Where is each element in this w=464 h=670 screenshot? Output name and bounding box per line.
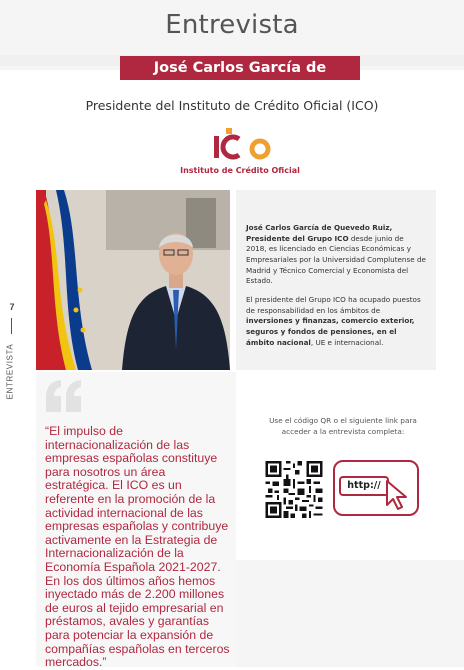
bio-paragraph-2-end: , UE e internacional. [310, 337, 384, 347]
footer-band [236, 560, 464, 667]
page-number-rule [11, 318, 12, 334]
pull-quote: “El impulso de internacionalización de las empresas españolas constituye para nosotros un área estratégica. El ICO es un referente en la promoción de la actividad internacional de las empresas españolas y contribuye activamente en la Estrategia de Internacionalización de la Economía Española 2021-2027. En los dos últimos años hemos inyectado más de 2.200 millones de euros al tejido empresarial en préstamos, avales y garantías para potenciar la expansión de compañías españolas en terceros mercados.” [45, 424, 230, 670]
logo-letter-i [214, 136, 219, 158]
page-title: Entrevista [165, 10, 299, 40]
bio-paragraph-2-start: El presidente del Grupo ICO ha ocupado puestos de responsabilidad en los ámbitos de [246, 295, 421, 315]
bio-paragraph-2-bold: inversiones y finanzas, comercio exterior, seguros y fondos de pensiones, en el ámbito nacional [246, 316, 415, 347]
qr-code-icon[interactable] [264, 461, 324, 518]
bio-name-bold: José Carlos García de Quevedo Ruiz, Presidente del Grupo ICO [246, 223, 393, 243]
ico-logo-caption: Instituto de Crédito Oficial [180, 166, 300, 175]
interviewee-position: Presidente del Instituto de Crédito Oficial (ICO) [85, 98, 379, 113]
url-label[interactable]: http:// [339, 476, 389, 496]
interviewee-name-banner: José Carlos García de Quevedo [120, 56, 360, 80]
logo-letter-o [252, 141, 268, 157]
section-label [4, 345, 20, 405]
bio-panel [236, 190, 436, 370]
bio-paragraph-2 [246, 295, 426, 348]
logo-dot [226, 128, 232, 134]
section-label-text: ENTREVISTA [5, 343, 15, 400]
logo-letter-c [223, 137, 239, 157]
portrait-photo [36, 190, 230, 370]
quote-mark-icon [44, 378, 84, 414]
cursor-arrow-icon [384, 479, 412, 511]
page-number: 7 [9, 302, 15, 312]
bio-paragraph-1 [246, 223, 426, 287]
qr-instructions: Use el código QR o el siguiente link para acceder a la entrevista completa: [269, 416, 417, 436]
bio-paragraph-1-text: desde junio de 2018, es licenciado en Ciencias Económicas y Empresariales por la Universidad Complutense de Madrid y Técnico Comercial y Economista del Estado. [246, 233, 426, 286]
